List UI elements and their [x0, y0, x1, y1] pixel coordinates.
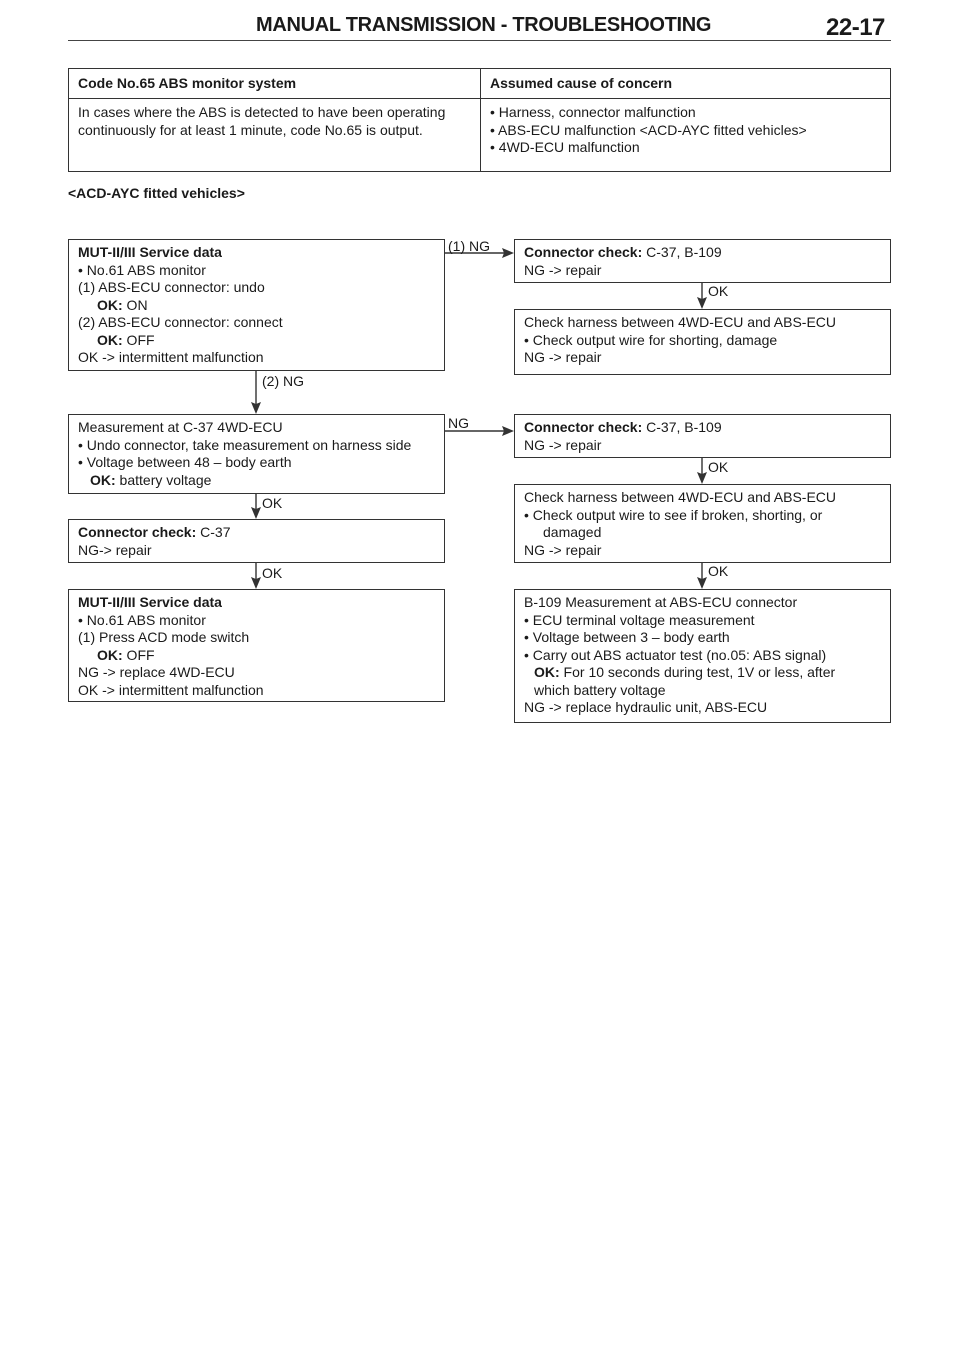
description-line: continuously for at least 1 minute, code No.65 is output.: [78, 121, 423, 138]
box-line: which battery voltage: [534, 681, 666, 698]
table-header-cause: Assumed cause of concern: [481, 69, 890, 99]
box-line: (1) Press ACD mode switch: [78, 629, 250, 645]
ok-value: ON: [122, 296, 148, 313]
cause-item: • Harness, connector malfunction: [490, 104, 696, 120]
page-number: 22-17: [826, 14, 885, 41]
box-line: • Voltage between 3 – body earth: [524, 629, 730, 645]
check-value: C-37, B-109: [642, 419, 722, 435]
box-line: B-109 Measurement at ABS-ECU connector: [524, 594, 798, 610]
arrow-label-ok: OK: [708, 283, 729, 299]
box-line: • Voltage between 48 – body earth: [78, 454, 292, 470]
check-value: C-37: [196, 524, 231, 540]
cause-item: • 4WD-ECU malfunction: [490, 139, 640, 155]
box-line: OK -> intermittent malfunction: [78, 681, 264, 698]
box-line: NG -> repair: [524, 261, 602, 278]
box-line: • No.61 ABS monitor: [78, 611, 206, 628]
box-line: NG -> repair: [524, 436, 602, 453]
box-line: NG -> replace hydraulic unit, ABS-ECU: [524, 699, 768, 715]
box-line: OK -> intermittent malfunction: [78, 349, 264, 365]
box-line: (1) ABS-ECU connector: undo: [78, 279, 265, 295]
box-title: MUT-II/III Service data: [78, 594, 222, 610]
arrow-label-ok: OK: [262, 565, 283, 581]
box-line: Check harness between 4WD-ECU and ABS-ECU: [524, 314, 837, 330]
page-title: MANUAL TRANSMISSION - TROUBLESHOOTING: [256, 14, 712, 36]
section-note: <ACD-AYC fitted vehicles>: [68, 185, 245, 201]
box-line: • Check output wire to see if broken, shorting, or: [524, 506, 823, 523]
box-line: damaged: [543, 524, 602, 540]
box-line: NG -> replace 4WD-ECU: [78, 664, 235, 680]
table-header-code: Code No.65 ABS monitor system: [69, 69, 481, 99]
box-line: NG -> repair: [524, 541, 602, 558]
arrow-label-ok: OK: [708, 459, 729, 475]
box-line: NG-> repair: [78, 541, 152, 558]
box-title: MUT-II/III Service data: [78, 244, 222, 260]
ok-label: OK:: [534, 664, 560, 680]
cause-item: • ABS-ECU malfunction <ACD-AYC fitted vehicles>: [490, 121, 807, 138]
check-label: Connector check:: [524, 419, 643, 435]
ok-value: For 10 seconds during test, 1V or less, after: [559, 664, 836, 680]
arrow-label-ng: NG: [448, 415, 469, 431]
ok-label: OK:: [97, 646, 123, 663]
box-line: (2) ABS-ECU connector: connect: [78, 314, 283, 330]
box-line: Check harness between 4WD-ECU and ABS-ECU: [524, 489, 837, 505]
box-line: • Carry out ABS actuator test (no.05: ABS signal): [524, 646, 827, 663]
box-line: • Check output wire for shorting, damage: [524, 331, 778, 348]
description-line: In cases where the ABS is detected to have been operating: [78, 104, 446, 120]
ok-label: OK:: [90, 471, 116, 488]
box-line: • ECU terminal voltage measurement: [524, 611, 755, 628]
ok-label: OK:: [97, 296, 123, 313]
box-line: • Undo connector, take measurement on harness side: [78, 436, 412, 453]
box-line: Measurement at C-37 4WD-ECU: [78, 419, 283, 435]
box-line: • No.61 ABS monitor: [78, 261, 206, 278]
check-label: Connector check:: [524, 244, 643, 260]
ok-value: battery voltage: [115, 471, 212, 488]
box-line: NG -> repair: [524, 349, 602, 365]
arrow-label-ok: OK: [262, 495, 283, 511]
ok-value: OFF: [122, 646, 155, 663]
ok-label: OK:: [97, 331, 123, 348]
arrow-label-2-ng: (2) NG: [262, 373, 304, 389]
check-value: C-37, B-109: [642, 244, 722, 260]
arrow-label-1-ng: (1) NG: [448, 238, 490, 254]
arrow-label-ok: OK: [708, 563, 729, 579]
check-label: Connector check:: [78, 524, 197, 540]
ok-value: OFF: [122, 331, 155, 348]
